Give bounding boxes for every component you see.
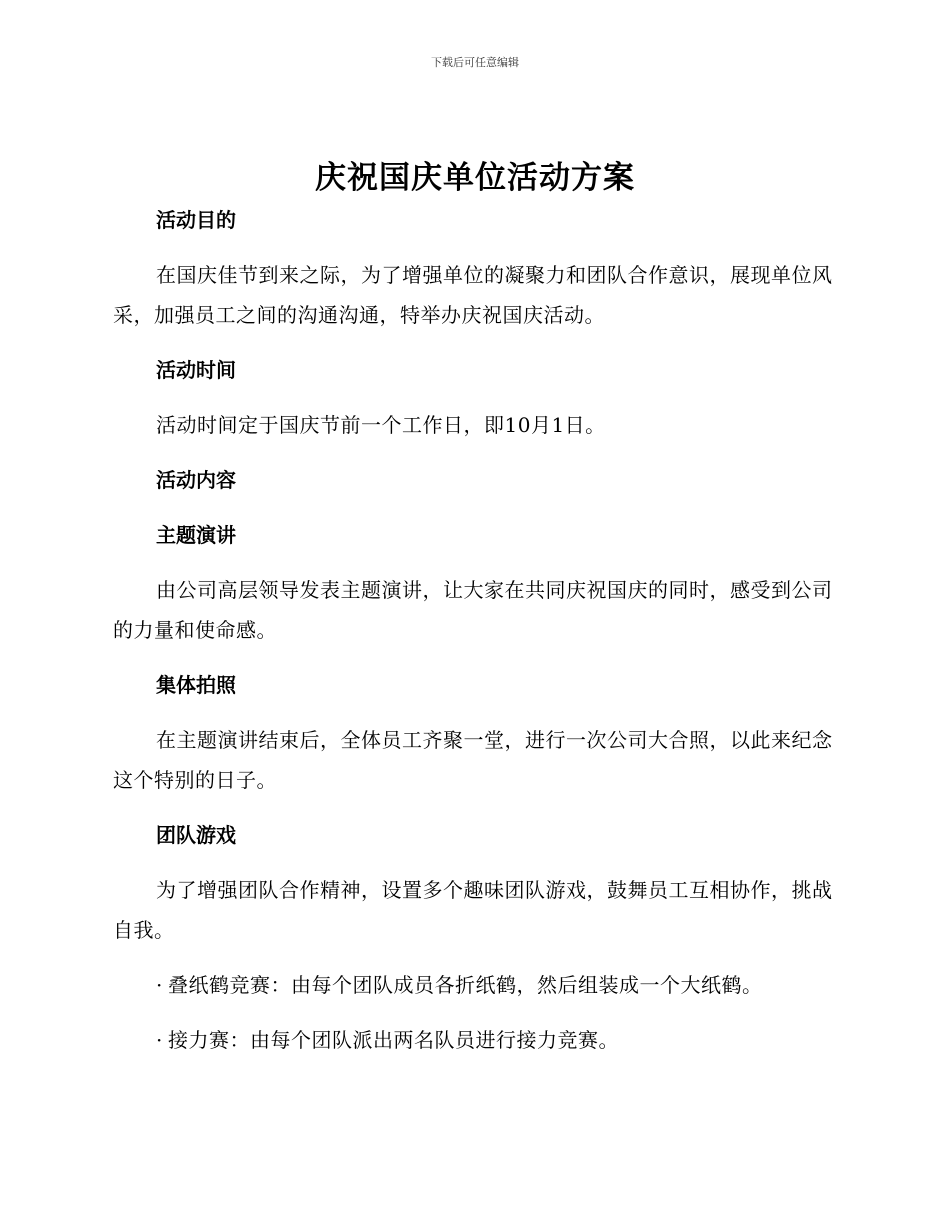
- document-title: 庆祝国庆单位活动方案: [315, 160, 635, 196]
- document-body: [113, 200, 833, 1075]
- bullet-item-text: 叠纸鹤竞赛：由每个团队成员各折纸鹤，然后组装成一个大纸鹤。: [168, 973, 763, 997]
- paragraph-time: 活动时间定于国庆节前一个工作日，即10月1日。: [156, 413, 606, 437]
- section-heading-time: 活动时间: [156, 358, 236, 382]
- page-header-watermark: 下载后可任意编辑: [431, 56, 519, 69]
- section-heading-content: 活动内容: [156, 468, 236, 492]
- section-heading-photo: 集体拍照: [156, 673, 236, 697]
- section-heading-games: 团队游戏: [156, 823, 236, 847]
- bullet-dot-icon: ·: [156, 1028, 163, 1052]
- section-heading-purpose: 活动目的: [156, 208, 236, 232]
- bullet-item: [113, 1020, 833, 1060]
- bullet-item-text: 接力赛：由每个团队派出两名队员进行接力竞赛。: [168, 1028, 619, 1052]
- paragraph-photo: 在主题演讲结束后，全体员工齐聚一堂，进行一次公司大合照，以此来纪念这个特别的日子。: [113, 728, 833, 792]
- section-heading-speech: 主题演讲: [156, 523, 236, 547]
- paragraph-games: 为了增强团队合作精神，设置多个趣味团队游戏，鼓舞员工互相协作，挑战自我。: [113, 878, 833, 942]
- paragraph-purpose: 在国庆佳节到来之际，为了增强单位的凝聚力和团队合作意识，展现单位风采，加强员工之间的沟通沟通，特举办庆祝国庆活动。: [113, 263, 833, 327]
- paragraph-speech: 由公司高层领导发表主题演讲，让大家在共同庆祝国庆的同时，感受到公司的力量和使命感。: [113, 578, 833, 642]
- bullet-dot-icon: ·: [156, 973, 163, 997]
- bullet-item: [113, 965, 833, 1005]
